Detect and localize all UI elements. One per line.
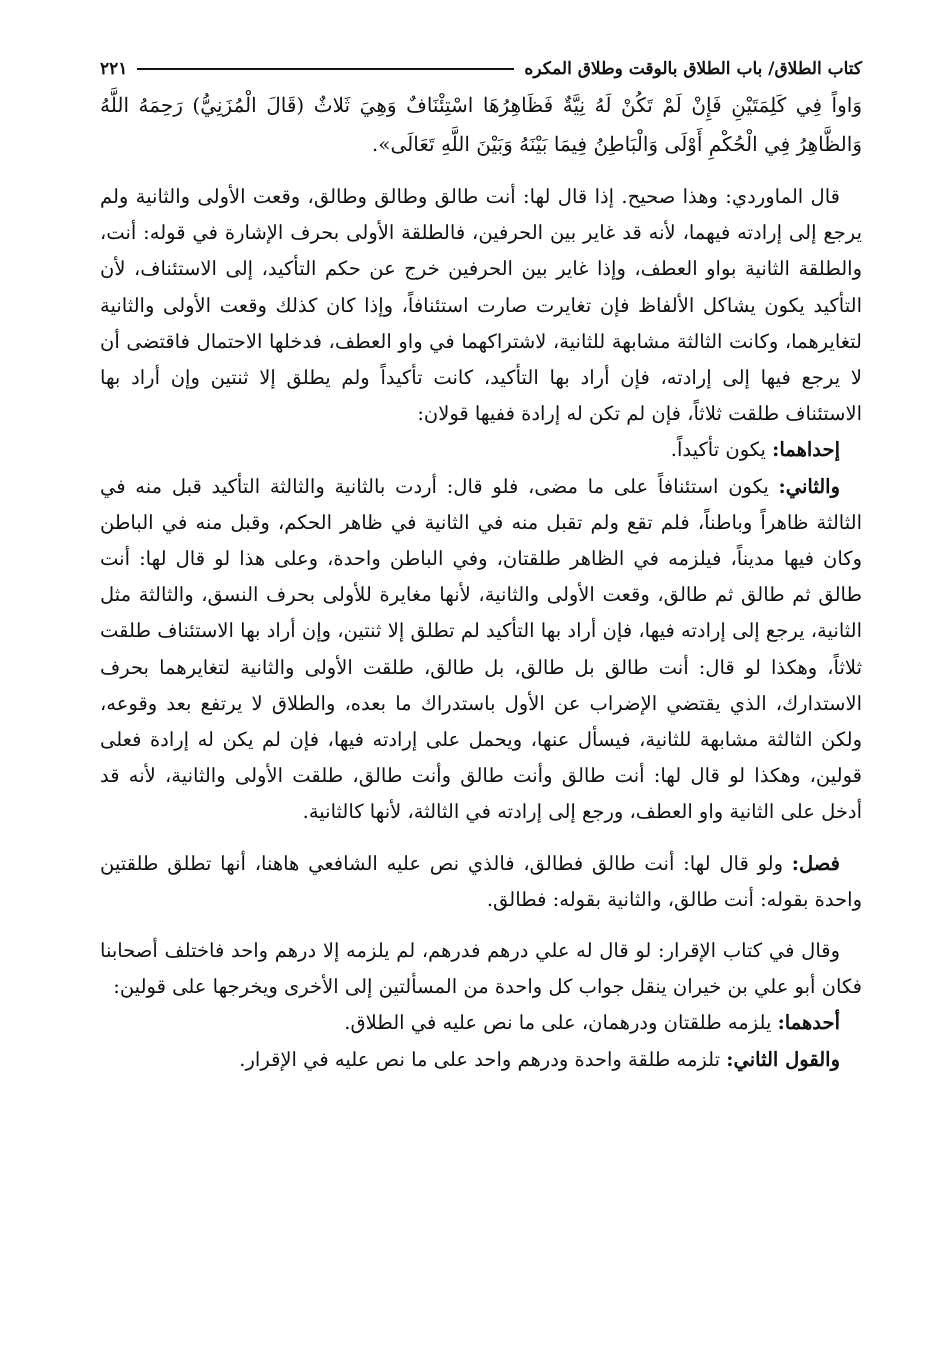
list-item-second-text: تلزمه طلقة واحدة ودرهم واحد على ما نص عليه في الإقرار. bbox=[239, 1047, 727, 1071]
header-title: كتاب الطلاق/ باب الطلاق بالوقت وطلاق المكره bbox=[524, 59, 862, 79]
opinion-first-label: إحداهما: bbox=[772, 438, 840, 462]
opinion-first bbox=[100, 432, 862, 468]
list-item-second-label: والقول الثاني: bbox=[726, 1047, 840, 1071]
opinion-second bbox=[100, 469, 862, 831]
matn-text: وَاواً فِي كَلِمَتَيْنِ فَإِنْ لَمْ تَكُنْ لَهُ نِيَّةٌ فَظَاهِرُهَا اسْتِئْنَافٌ وَهِيَ ثَلاثٌ (قَالَ الْمُزَنِيُّ) رَحِمَهُ اللَّهُ وَالظَّاهِرُ فِي الْحُكْمِ أَوْلَى وَالْبَاطِنُ فِيمَا بَيْنَهُ وَبَيْنَ اللَّهِ تَعَالَى». bbox=[100, 93, 862, 156]
paragraph-mawardi: قال الماوردي: وهذا صحيح. إذا قال لها: أنت طالق وطالق وطالق، وقعت الأولى والثانية ولم يرجع إلى إرادته فيهما، لأنه قد غاير بين الحرفين، فالطلقة الأولى بحرف الإشارة في قوله: أنت، والطلقة الثانية بواو العطف، وإذا غاير بين الحرفين خرج عن حكم التأكيد، إلى الاستئناف، لأن التأكيد يكون يشاكل الألفاظ فإن تغايرت صارت استئنافاً، وإذا كان كذلك وقعت الأولى والثانية لتغايرهما، وكانت الثالثة مشابهة للثانية، لاشتراكهما في واو العطف، فدخلها الاحتمال فاقتضى أن لا يرجع فيها إلى إرادته، فإن أراد بها التأكيد، كانت تأكيداً ولم يطلق إلا ثنتين وإن أراد بها الاستئناف طلقت ثلاثاً، فإن لم تكن له إرادة ففيها قولان: bbox=[100, 185, 862, 426]
opinion-second-label: والثاني: bbox=[778, 474, 840, 498]
fasl-section bbox=[100, 846, 862, 918]
list-item-first-label: أحدهما: bbox=[777, 1011, 840, 1035]
book-page bbox=[100, 52, 862, 1078]
fasl-label: فصل: bbox=[791, 851, 840, 875]
opinion-second-text: يكون استئنافاً على ما مضى، فلو قال: أردت بالثانية والثالثة التأكيد قبل منه في الثالثة ظاهراً وباطناً، فلم تقع ولم تقبل منه في الثانية في ظاهر الحكم، وقبل منه في الباطن وكان فيها مديناً، فيلزمه في الظاهر طلقتان، وفي الباطن واحدة، وعلى هذا لو قال لها: أنت طالق ثم طالق ثم طالق، وقعت الأولى والثانية، لأنها مغايرة للأولى بحرف النسق، والثالثة مثل الثانية، يرجع إلى إرادته فيها، فإن أراد بها التأكيد لم تطلق إلا ثنتين، وإن أراد بها الاستئناف طلقت ثلاثاً، وهكذا لو قال: أنت طالق بل طالق، بل طالق، طلقت الأولى والثانية لتغايرهما بحرف الاستدارك، الذي يقتضي الإضراب عن الأول باستدراك ما بعده، والطلاق لا يرتفع بعد وقوعه، ولكن الثالثة مشابهة للثانية، فيسأل عنها، ويحمل على إرادته فيها، فإن لم يكن له إرادة فعلى قولين، وهكذا لو قال لها: أنت طالق وأنت طالق وأنت طالق، طلقت الأولى والثانية، لأنه قد أدخل على الثانية واو العطف، ورجع إلى إرادته في الثالثة، لأنها كالثانية. bbox=[100, 474, 862, 824]
running-header bbox=[100, 52, 862, 86]
opinion-first-text: يكون تأكيداً. bbox=[670, 438, 773, 462]
list-item-first-text: يلزمه طلقتان ودرهمان، على ما نص عليه في الطلاق. bbox=[344, 1011, 778, 1035]
fasl-text: ولو قال لها: أنت طالق فطالق، فالذي نص عليه الشافعي هاهنا، أنها تطلق طلقتين واحدة بقوله: أنت طالق، والثانية بقوله: فطالق. bbox=[100, 851, 862, 911]
paragraph-iqrar: وقال في كتاب الإقرار: لو قال له علي درهم فدرهم، لم يلزمه إلا درهم واحد فاختلف أصحابنا فكان أبو علي بن خيران ينقل جواب كل واحدة من المسألتين إلى الأخرى ويخرجها على قولين: bbox=[100, 939, 862, 999]
page-number: ٢٢١ bbox=[100, 59, 128, 79]
list-item-first bbox=[100, 1005, 862, 1041]
list-item-second bbox=[100, 1042, 862, 1078]
header-rule bbox=[137, 68, 514, 70]
